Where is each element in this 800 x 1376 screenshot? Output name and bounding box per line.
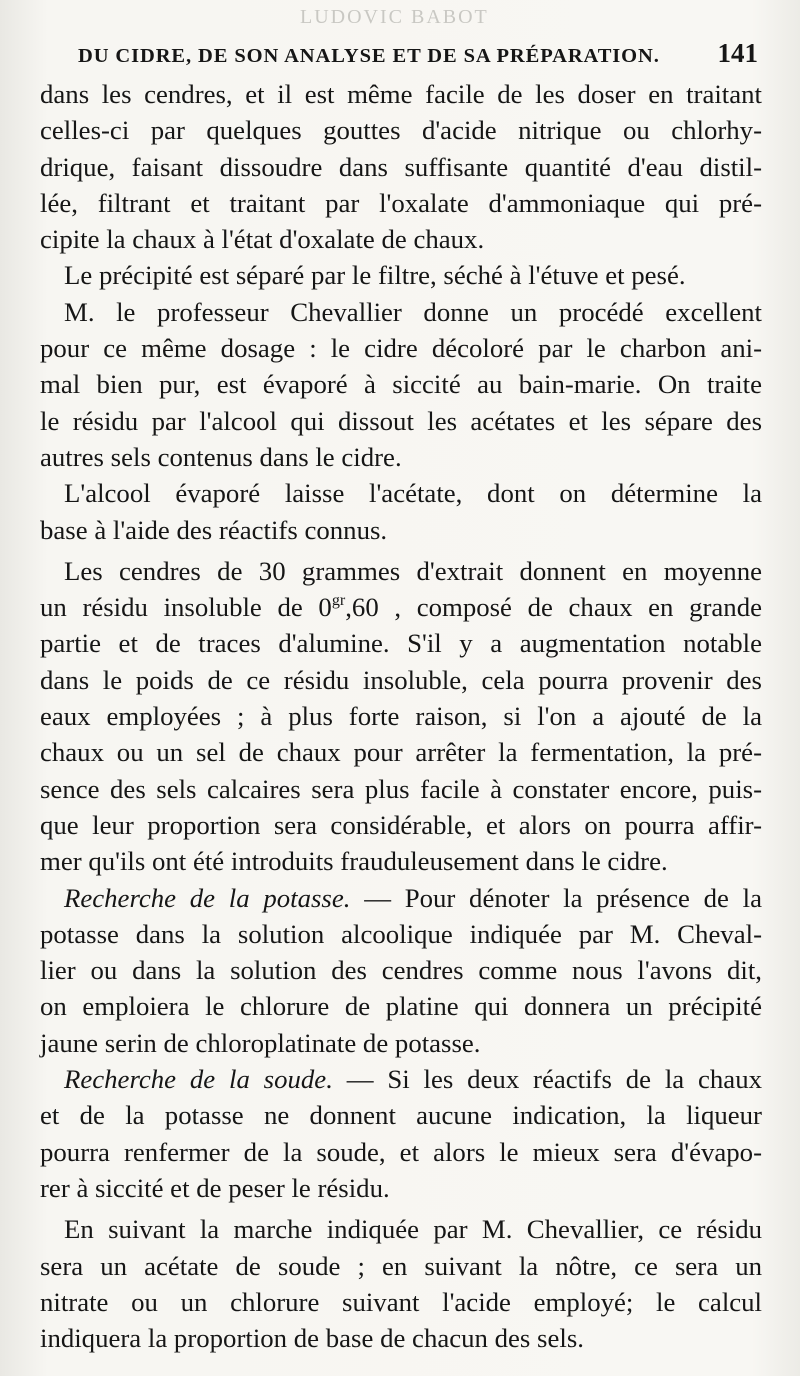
- text-line: pourra renfermer de la soude, et alors le mieux sera d'évapo-: [40, 1136, 762, 1167]
- text-line: et de la potasse ne donnent aucune indication, la liqueur: [40, 1100, 762, 1131]
- page-header: [78, 38, 758, 69]
- text-line: eaux employées ; à plus forte raison, si l'on a ajouté de la: [40, 701, 762, 732]
- text-line: potasse dans la solution alcoolique indiquée par M. Cheval-: [40, 918, 762, 949]
- text-line: Recherche de la soude. — Si les deux réactifs de la chaux: [64, 1064, 762, 1095]
- text-line: nitrate ou un chlorure suivant l'acide employé; le calcul: [40, 1286, 762, 1317]
- text-line: autres sels contenus dans le cidre.: [40, 441, 402, 472]
- text-line: cipite la chaux à l'état d'oxalate de chaux.: [40, 224, 485, 255]
- section-heading-soda: Recherche de la soude.: [64, 1064, 333, 1095]
- text-line: Recherche de la potasse. — Pour dénoter la présence de la: [64, 882, 762, 913]
- paragraph-continuation: [40, 76, 762, 257]
- page-body: [40, 76, 762, 1356]
- text-line: un résidu insoluble de $0^{gr},60$ , composé de chaux en grande: [40, 591, 762, 623]
- text-line: Le précipité est séparé par le filtre, séché à l'étuve et pesé.: [64, 260, 686, 291]
- paragraph-ashes: [40, 553, 762, 880]
- section-heading-potash: Recherche de la potasse.: [64, 882, 351, 913]
- text-line: mal bien pur, est évaporé à siccité au bain-marie. On traite: [40, 369, 762, 400]
- text-line: indiquera la proportion de base de chacun des sels.: [40, 1323, 584, 1354]
- text-line: base à l'aide des réactifs connus.: [40, 514, 388, 545]
- text-line: sera un acétate de soude ; en suivant la nôtre, ce sera un: [40, 1250, 762, 1281]
- running-title: DU CIDRE, DE SON ANALYSE ET DE SA PRÉPARATION.: [78, 45, 660, 67]
- text-line: dans le poids de ce résidu insoluble, cela pourra provenir des: [40, 664, 762, 695]
- text-line: jaune serin de chloroplatinate de potasse.: [40, 1027, 481, 1058]
- text-line: Les cendres de 30 grammes d'extrait donnent en moyenne: [64, 555, 762, 586]
- paragraph-conclusion: [40, 1211, 762, 1356]
- paragraph-soda: [40, 1061, 762, 1206]
- text-line: L'alcool évaporé laisse l'acétate, dont on détermine la: [64, 478, 762, 509]
- text-line: pour ce même dosage : le cidre décoloré par le charbon ani-: [40, 333, 762, 364]
- superscript-gr: gr: [331, 591, 346, 609]
- text-line: drique, faisant dissoudre dans suffisante quantité d'eau distil-: [40, 151, 762, 182]
- text-line: dans les cendres, et il est même facile de les doser en traitant: [40, 79, 762, 109]
- bleed-through-text: LUDOVIC BABOT: [300, 6, 489, 28]
- page-number: 141: [717, 38, 758, 68]
- text-line: lée, filtrant et traitant par l'oxalate d'ammoniaque qui pré-: [40, 187, 762, 218]
- text-line: sence des sels calcaires sera plus facile à constater encore, puis-: [40, 773, 762, 804]
- text-line: chaux ou un sel de chaux pour arrêter la fermentation, la pré-: [40, 737, 762, 768]
- text-line: M. le professeur Chevallier donne un procédé excellent: [64, 296, 762, 327]
- text-line: partie et de traces d'alumine. S'il y a augmentation notable: [40, 628, 762, 659]
- text-line: lier ou dans la solution des cendres comme nous l'avons dit,: [40, 955, 762, 986]
- text-line: rer à siccité et de peser le résidu.: [40, 1172, 390, 1203]
- paragraph-potash: [40, 880, 762, 1061]
- text-line: mer qu'ils ont été introduits frauduleusement dans le cidre.: [40, 846, 668, 877]
- text-line: celles-ci par quelques gouttes d'acide nitrique ou chlorhy-: [40, 115, 762, 146]
- text-line: on emploiera le chlorure de platine qui donnera un précipité: [40, 991, 762, 1022]
- text-line: En suivant la marche indiquée par M. Chevallier, ce résidu: [64, 1214, 762, 1245]
- text-line: que leur proportion sera considérable, et alors on pourra affir-: [40, 809, 762, 840]
- paragraph-alcohol: [40, 475, 762, 548]
- paragraph-chevallier-method: [40, 294, 762, 475]
- text-line: le résidu par l'alcool qui dissout les acétates et les sépare des: [40, 405, 762, 436]
- paragraph-precipitate: [40, 257, 762, 293]
